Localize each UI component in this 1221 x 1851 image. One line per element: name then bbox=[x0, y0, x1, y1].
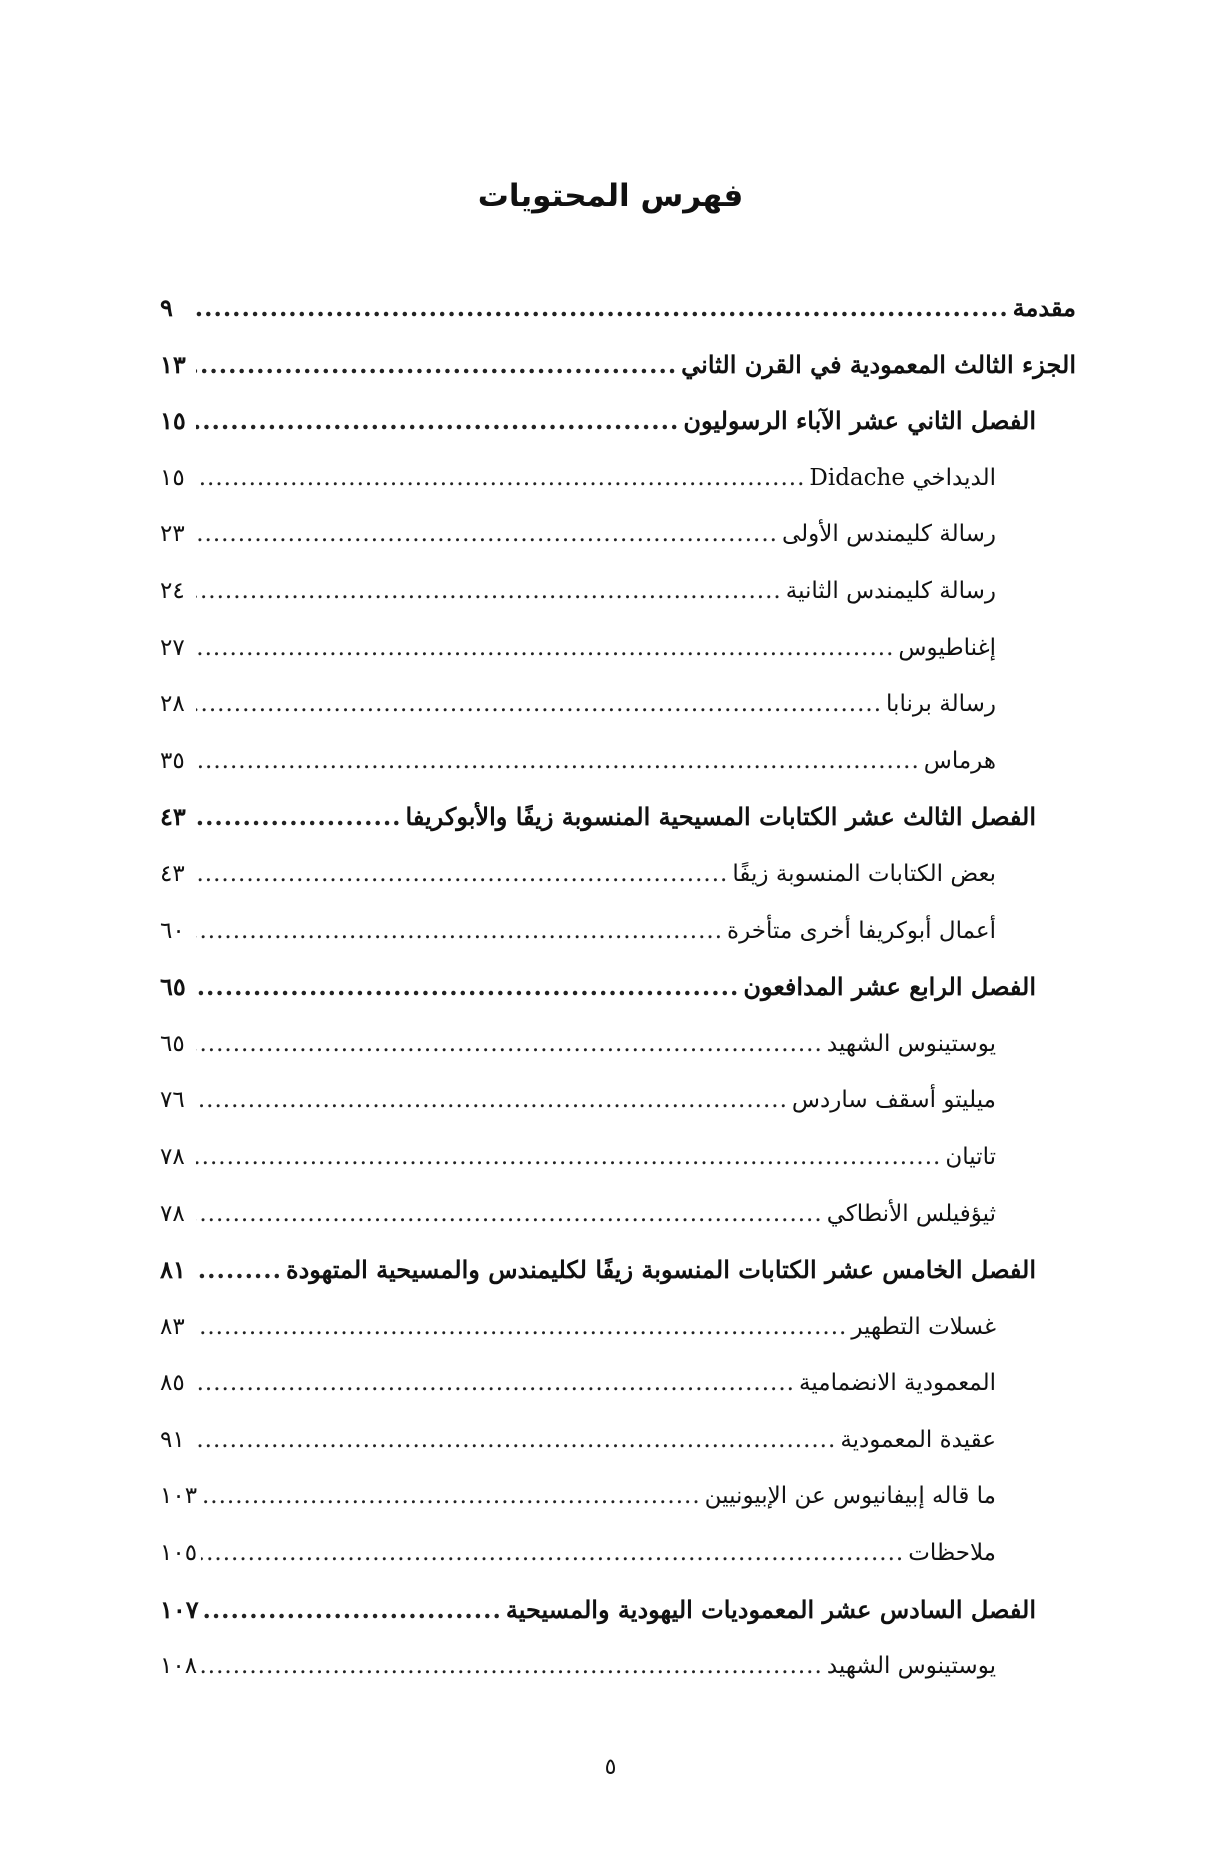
toc-entry-label: إغناطيوس bbox=[898, 634, 996, 661]
toc-entry-page: ١٠٧ bbox=[160, 1594, 199, 1624]
dot-leader bbox=[196, 789, 402, 846]
toc-entry-page: ٧٨ bbox=[160, 1200, 185, 1227]
toc-entry-label: بعض الكتابات المنسوبة زيفًا bbox=[732, 860, 996, 887]
toc-entry-label: أعمال أبوكريفا أخرى متأخرة bbox=[727, 917, 996, 944]
dot-leader bbox=[196, 733, 920, 790]
toc-entry-page: ١٥ bbox=[160, 464, 185, 491]
toc-entry bbox=[160, 1468, 1076, 1525]
toc-entry-label: ثيؤفيلس الأنطاكي bbox=[826, 1200, 996, 1227]
toc-entry bbox=[160, 337, 1076, 394]
toc-entry-label: الديداخي Didache bbox=[809, 464, 996, 491]
toc-entry-label: ملاحظات bbox=[908, 1540, 996, 1567]
toc-entry-label: الفصل الثاني عشر الآباء الرسوليون bbox=[683, 406, 1036, 436]
toc-entry bbox=[160, 393, 1076, 450]
toc-entry-page: ٦٠ bbox=[160, 917, 185, 944]
dot-leader bbox=[196, 1299, 847, 1356]
dot-leader bbox=[203, 1582, 502, 1639]
toc-entry-label: تاتيان bbox=[945, 1143, 996, 1170]
toc-entry bbox=[160, 1582, 1076, 1639]
toc-entry-page: ٦٥ bbox=[160, 972, 186, 1002]
dot-leader bbox=[196, 1242, 282, 1299]
toc-entry-page: ٧٦ bbox=[160, 1087, 185, 1114]
toc-entry-page: ١٠٣ bbox=[160, 1483, 198, 1510]
page-number: ٥ bbox=[604, 1755, 617, 1780]
toc-entry-page: ٤٣ bbox=[160, 860, 185, 887]
dot-leader bbox=[196, 337, 677, 394]
toc-entry bbox=[160, 1186, 1076, 1243]
dot-leader bbox=[196, 1072, 788, 1129]
toc-entry bbox=[160, 676, 1076, 733]
toc-entry bbox=[160, 1299, 1076, 1356]
dot-leader bbox=[196, 676, 882, 733]
toc-entry-page: ١٣ bbox=[160, 349, 186, 379]
toc-entry-label: عقيدة المعمودية bbox=[840, 1426, 996, 1453]
toc-entry bbox=[160, 1638, 1076, 1695]
toc-entry-label: هرماس bbox=[923, 747, 996, 774]
dot-leader bbox=[196, 280, 1009, 337]
toc-entry-label: ميليتو أسقف ساردس bbox=[791, 1087, 996, 1114]
toc-entry bbox=[160, 1412, 1076, 1469]
dot-leader bbox=[196, 450, 805, 507]
toc-entry bbox=[160, 506, 1076, 563]
toc-entry-page: ١٥ bbox=[160, 406, 186, 436]
dot-leader bbox=[196, 393, 679, 450]
toc-entry bbox=[160, 1242, 1076, 1299]
toc-entry bbox=[160, 959, 1076, 1016]
toc-entry-page: ١٠٨ bbox=[160, 1653, 198, 1680]
dot-leader bbox=[196, 1129, 941, 1186]
dot-leader bbox=[196, 903, 723, 960]
toc-entry-page: ٤٣ bbox=[160, 802, 186, 832]
toc-entry bbox=[160, 1016, 1076, 1073]
toc-entry bbox=[160, 450, 1076, 507]
toc-entry-label: مقدمة bbox=[1012, 293, 1076, 322]
dot-leader bbox=[196, 563, 782, 620]
toc-entry bbox=[160, 1129, 1076, 1186]
toc-entry-page: ٨١ bbox=[160, 1255, 186, 1285]
toc-entry-page: ٨٣ bbox=[160, 1313, 185, 1340]
toc-entry bbox=[160, 903, 1076, 960]
page-title: فهرس المحتويات bbox=[477, 178, 744, 214]
dot-leader bbox=[196, 1186, 823, 1243]
toc-entry-page: ٧٨ bbox=[160, 1143, 185, 1170]
toc-entry-page: ٦٥ bbox=[160, 1030, 185, 1057]
toc-entry-label: الفصل الرابع عشر المدافعون bbox=[743, 972, 1036, 1002]
toc-entry-label: غسلات التطهير bbox=[851, 1313, 996, 1340]
toc-entry-label: يوستينوس الشهيد bbox=[826, 1030, 996, 1057]
dot-leader bbox=[196, 620, 894, 677]
toc-entry-page: ١٠٥ bbox=[160, 1540, 198, 1567]
toc-entry-page: ٢٨ bbox=[160, 691, 185, 718]
dot-leader bbox=[196, 1016, 823, 1073]
toc-entry-label: الفصل الخامس عشر الكتابات المنسوبة زيفًا لكليمندس والمسيحية المتهودة bbox=[286, 1255, 1036, 1285]
toc-entry-label: رسالة كليمندس الأولى bbox=[781, 521, 996, 548]
toc-entry-label: رسالة كليمندس الثانية bbox=[785, 577, 996, 604]
toc-entry-label: رسالة برنابا bbox=[886, 691, 996, 718]
dot-leader bbox=[196, 959, 739, 1016]
toc-entry-page: ٩١ bbox=[160, 1426, 185, 1453]
toc-entry-page: ٩ bbox=[160, 293, 173, 322]
toc-entry-label: المعمودية الانضمامية bbox=[798, 1370, 996, 1397]
toc-entry-label: يوستينوس الشهيد bbox=[826, 1653, 996, 1680]
toc-entry bbox=[160, 1072, 1076, 1129]
toc-entry-label: ما قاله إبيفانيوس عن الإبيونيين bbox=[704, 1483, 996, 1510]
toc-entry-page: ٣٥ bbox=[160, 747, 185, 774]
toc-entry bbox=[160, 1525, 1076, 1582]
dot-leader bbox=[196, 846, 728, 903]
dot-leader bbox=[201, 1638, 823, 1695]
toc-entry-page: ٨٥ bbox=[160, 1370, 185, 1397]
toc-entry-page: ٢٧ bbox=[160, 634, 185, 661]
toc-entry bbox=[160, 789, 1076, 846]
toc-entry bbox=[160, 733, 1076, 790]
toc-entry bbox=[160, 280, 1076, 337]
toc-entry-label: الفصل السادس عشر المعموديات اليهودية والمسيحية bbox=[505, 1594, 1036, 1624]
toc-entry bbox=[160, 846, 1076, 903]
toc-entry bbox=[160, 1355, 1076, 1412]
dot-leader bbox=[196, 1355, 795, 1412]
toc-entry-label: الجزء الثالث المعمودية في القرن الثاني bbox=[681, 349, 1076, 379]
dot-leader bbox=[201, 1525, 904, 1582]
toc-entry-label: الفصل الثالث عشر الكتابات المسيحية المنسوبة زيفًا والأبوكريفا bbox=[405, 802, 1036, 832]
toc-entry bbox=[160, 620, 1076, 677]
toc-entry-page: ٢٣ bbox=[160, 521, 185, 548]
dot-leader bbox=[201, 1468, 701, 1525]
toc-entry-page: ٢٤ bbox=[160, 577, 185, 604]
dot-leader bbox=[196, 506, 778, 563]
toc-entry bbox=[160, 563, 1076, 620]
dot-leader bbox=[196, 1412, 836, 1469]
table-of-contents bbox=[160, 280, 1076, 1695]
